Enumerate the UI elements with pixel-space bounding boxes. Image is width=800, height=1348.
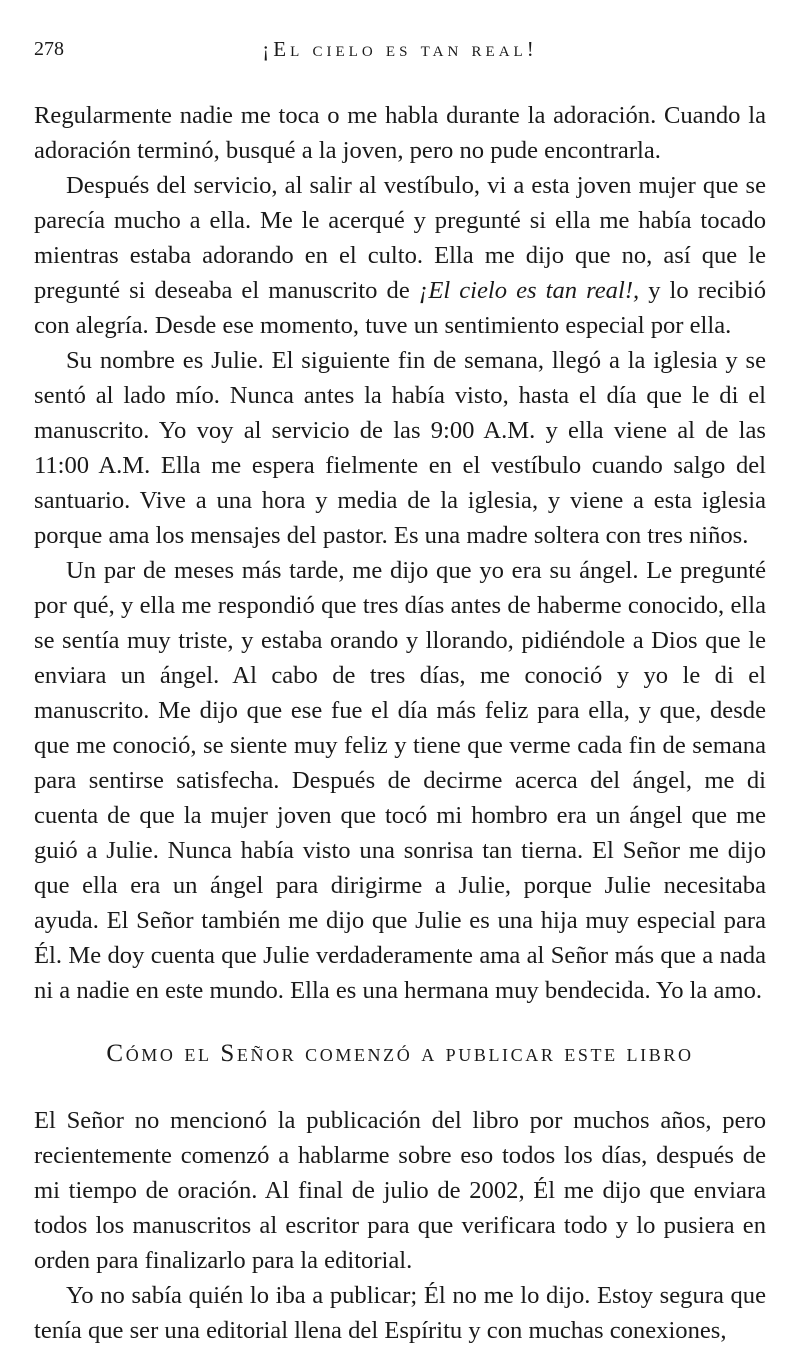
paragraph: Su nombre es Julie. El siguiente fin de semana, llegó a la iglesia y se sentó al lado mío. Nunca antes la había visto, hasta el día que le di el manuscrito. Yo voy al servicio de las 9:00 A.M. y ella viene al de las 11:00 A.M. Ella me espera fielmente en el vestíbulo cuando salgo del santuario. Vive a una hora y media de la iglesia, y viene a esta iglesia porque ama los mensajes del pastor. Es una madre soltera con tres niños.	[34, 347, 766, 549]
paragraph	[34, 168, 766, 343]
paragraph-text: y lo recibió con alegría. Desde ese momento, tuve un sentimiento especial por ella.	[34, 277, 766, 339]
paragraph: Yo no sabía quién lo iba a publicar; Él no me lo dijo. Estoy segura que tenía que ser una editorial llena del Espíritu y con muchas conexiones,	[34, 1282, 766, 1344]
paragraph: El Señor no mencionó la publicación del libro por muchos años, pero recientemente comenzó a hablarme sobre eso todos los días, después de mi tiempo de oración. Al final de julio de 2002, Él me dijo que enviara todos los manuscritos al escritor para que verificara todo y lo pusiera en orden para finalizarlo para la editorial.	[34, 1107, 766, 1274]
page-number: 278	[34, 38, 64, 60]
running-head	[34, 30, 766, 68]
body-text	[34, 98, 766, 1348]
running-head-title: ¡El cielo es tan real!	[262, 37, 538, 61]
paragraph-text: Después del servicio, al salir al vestíbulo, vi a esta joven mujer que se parecía mucho a ella. Me le acerqué y pregunté si ella me había tocado mientras estaba adorando en el culto. Ella me dijo que no, así que le pregunté si deseaba el manuscrito de	[34, 172, 766, 304]
book-page	[34, 30, 766, 1348]
paragraph: Un par de meses más tarde, me dijo que yo era su ángel. Le pregunté por qué, y ella me respondió que tres días antes de haberme conocido, ella se sentía muy triste, y estaba orando y llorando, pidiéndole a Dios que le enviara un ángel. Al cabo de tres días, me conoció y yo le di el manuscrito. Me dijo que ese fue el día más feliz para ella, y que, desde que me conoció, se siente muy feliz y tiene que verme cada fin de semana para sentirse satisfecha. Después de decirme acerca del ángel, me di cuenta de que la mujer joven que tocó mi hombro era un ángel que me guió a Julie. Nunca había visto una sonrisa tan tierna. El Señor me dijo que ella era un ángel para dirigirme a Julie, porque Julie necesitaba ayuda. El Señor también me dijo que Julie es una hija muy especial para Él. Me doy cuenta que Julie verdaderamente ama al Señor más que a nada ni a nadie en este mundo. Ella es una hermana muy bendecida. Yo la amo.	[34, 557, 766, 1004]
paragraph: Regularmente nadie me toca o me habla durante la adoración. Cuando la adoración terminó, busqué a la joven, pero no pude encontrarla.	[34, 102, 766, 164]
section-heading: Cómo el Señor comenzó a publicar este libro	[106, 1040, 694, 1067]
book-title-italic: ¡El cielo es tan real!,	[418, 277, 640, 304]
